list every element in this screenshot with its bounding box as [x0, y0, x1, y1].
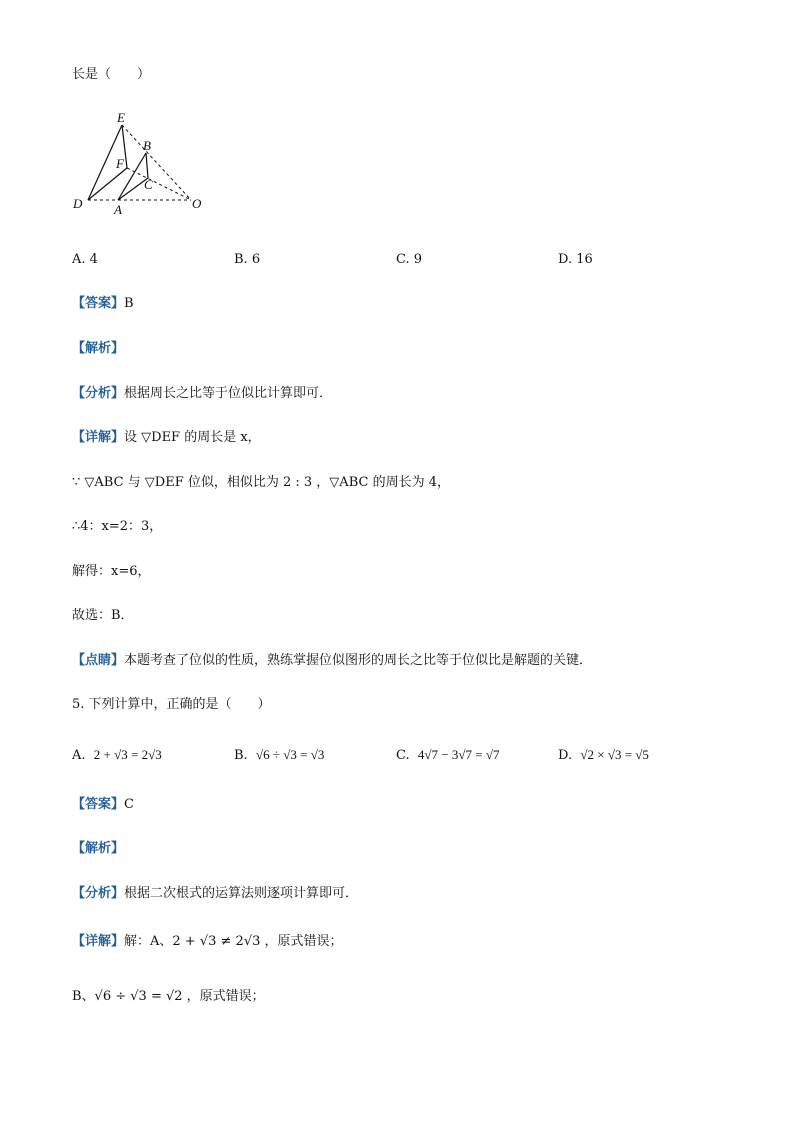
- q4-analysis-heading: 【解析】: [72, 341, 125, 356]
- q4-option-a: A. 4: [72, 252, 98, 267]
- q4-comment: 【点睛】本题考查了位似的性质，熟练掌握位似图形的周长之比等于位似比是解题的关键．: [72, 653, 593, 668]
- q4-solve-line: 解得：x=6，: [72, 564, 151, 579]
- q4-choose-line: 故选：B．: [72, 608, 134, 623]
- label-D: D: [73, 196, 83, 211]
- q5-option-a: A. 2 + √3 = 2√3: [72, 747, 162, 763]
- q4-answer: 【答案】B: [72, 296, 134, 311]
- q5-stem: 5. 下列计算中，正确的是（ ）: [72, 697, 271, 712]
- label-A: A: [114, 202, 122, 214]
- q4-option-d: D. 16: [558, 252, 593, 267]
- q4-since-line: ∵ ▽ABC 与 ▽DEF 位似，相似比为 2 : 3 ，▽ABC 的周长为 4，: [72, 475, 450, 490]
- label-B: B: [143, 138, 151, 153]
- q5-fenxi: 【分析】根据二次根式的运算法则逐项计算即可．: [72, 886, 359, 901]
- q4-detail: 【详解】设 ▽DEF 的周长是 x，: [72, 430, 261, 445]
- q4-fenxi: 【分析】根据周长之比等于位似比计算即可．: [72, 386, 333, 401]
- previous-question-tail: 长是（ ）: [72, 67, 151, 82]
- q5-answer: 【答案】C: [72, 797, 134, 812]
- q5-option-b: B. √6 ÷ √3 = √3: [234, 747, 325, 763]
- label-O: O: [192, 196, 202, 211]
- q5-detail: 【详解】解：A、2 + √3 ≠ 2√3 ，原式错误；: [72, 934, 343, 949]
- q4-option-c: C. 9: [396, 252, 423, 267]
- label-E: E: [117, 110, 125, 125]
- q4-therefore-line: ∴4：x=2：3，: [72, 519, 163, 534]
- label-C: C: [144, 177, 153, 192]
- similar-triangles-figure: [66, 108, 216, 214]
- label-F: F: [116, 156, 124, 171]
- q5-b-line: B、√6 ÷ √3 = √2 ，原式错误；: [72, 989, 265, 1004]
- q5-option-d: D. √2 × √3 = √5: [558, 747, 649, 763]
- q5-analysis-heading: 【解析】: [72, 841, 125, 856]
- q4-option-b: B. 6: [234, 252, 261, 267]
- q5-option-c: C. 4√7 − 3√7 = √7: [396, 747, 500, 763]
